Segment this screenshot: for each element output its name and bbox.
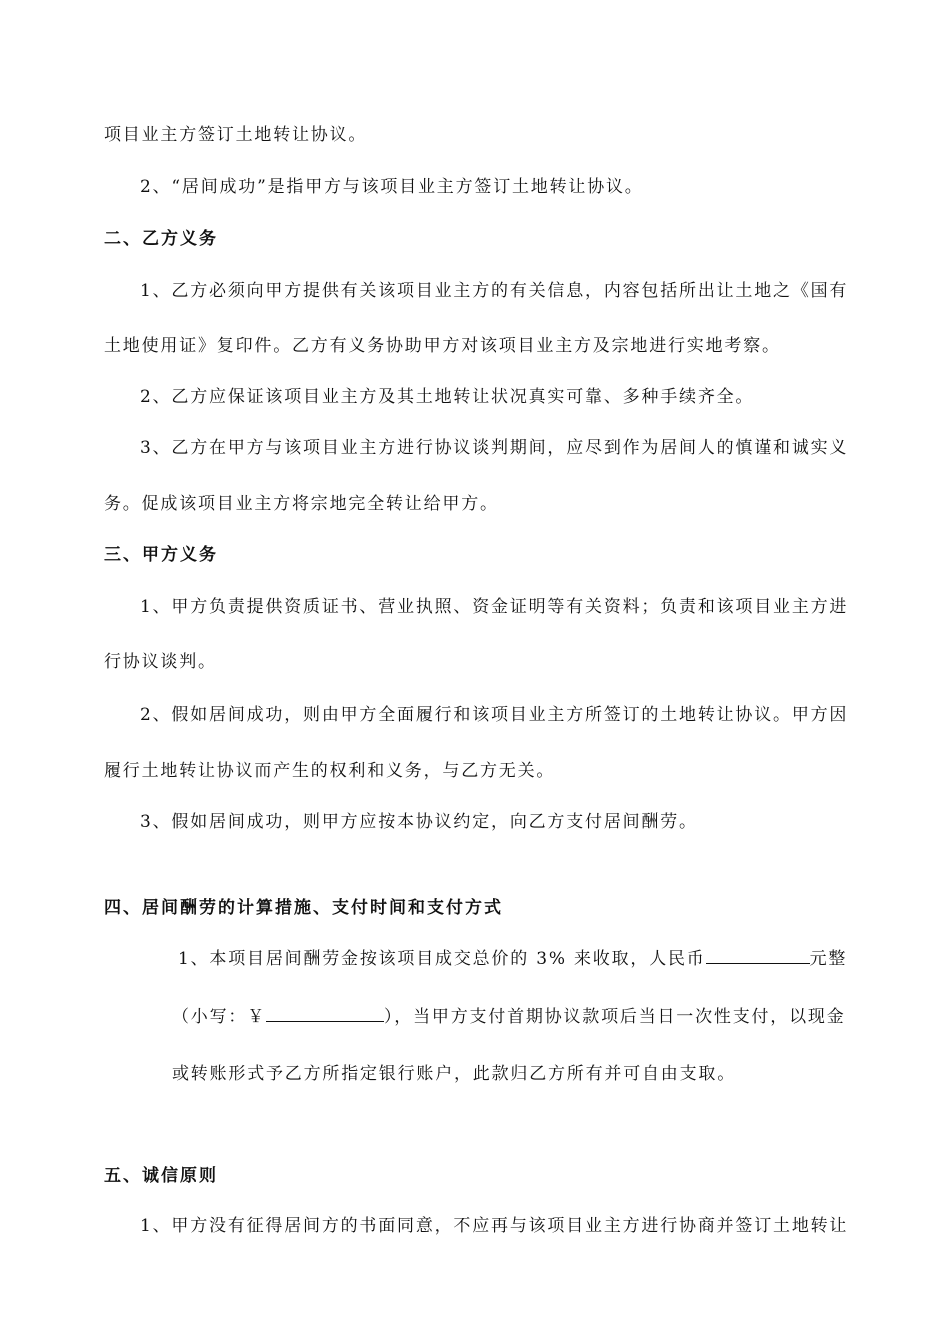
paragraph-line: 2、“居间成功”是指甲方与该项目业主方签订土地转让协议。 [140,177,644,197]
lowercase-amount-blank [266,1005,384,1022]
paragraph-line: 1、乙方必须向甲方提供有关该项目业主方的有关信息，内容包括所出让土地之《国有 [140,281,849,301]
paragraph-line: 或转账形式予乙方所指定银行账户，此款归乙方所有并可自由支取。 [172,1064,736,1084]
paragraph-line [178,947,847,970]
section-heading-4: 四、居间酬劳的计算措施、支付时间和支付方式 [104,898,503,918]
paragraph-line: 2、乙方应保证该项目业主方及其土地转让状况真实可靠、多种手续齐全。 [140,387,755,407]
paragraph-line: 土地使用证》复印件。乙方有义务协助甲方对该项目业主方及宗地进行实地考察。 [104,336,781,356]
paragraph-line: 3、乙方在甲方与该项目业主方进行协议谈判期间，应尽到作为居间人的慎谨和诚实义 [140,438,849,458]
paragraph-line: 1、甲方负责提供资质证书、营业执照、资金证明等有关资料；负责和该项目业主方进 [140,597,849,617]
section-heading-5: 五、诚信原则 [104,1166,218,1186]
lowercase-label: （小写：￥ [172,1007,266,1027]
paragraph-line: 项目业主方签订土地转让协议。 [104,125,368,145]
section-heading-2: 二、乙方义务 [104,229,218,249]
paragraph-line: 2、假如居间成功，则由甲方全面履行和该项目业主方所签订的土地转让协议。甲方因 [140,705,849,725]
paragraph-line: 务。促成该项目业主方将宗地完全转让给甲方。 [104,494,499,514]
section-heading-3: 三、甲方义务 [104,545,218,565]
paragraph-line: 3、假如居间成功，则甲方应按本协议约定，向乙方支付居间酬劳。 [140,812,698,832]
paragraph-line: 1、甲方没有征得居间方的书面同意，不应再与该项目业主方进行协商并签订土地转让 [140,1216,849,1236]
amount-blank [706,947,810,964]
paragraph-line: 行协议谈判。 [104,652,217,672]
paragraph-line [172,1005,846,1028]
payment-text: ），当甲方支付首期协议款项后当日一次性支付，以现金 [384,1007,846,1027]
paragraph-line: 履行土地转让协议而产生的权利和义务，与乙方无关。 [104,761,556,781]
fee-unit: 元整 [809,949,848,969]
fee-text: 1、本项目居间酬劳金按该项目成交总价的 3% 来收取，人民币 [178,949,706,969]
